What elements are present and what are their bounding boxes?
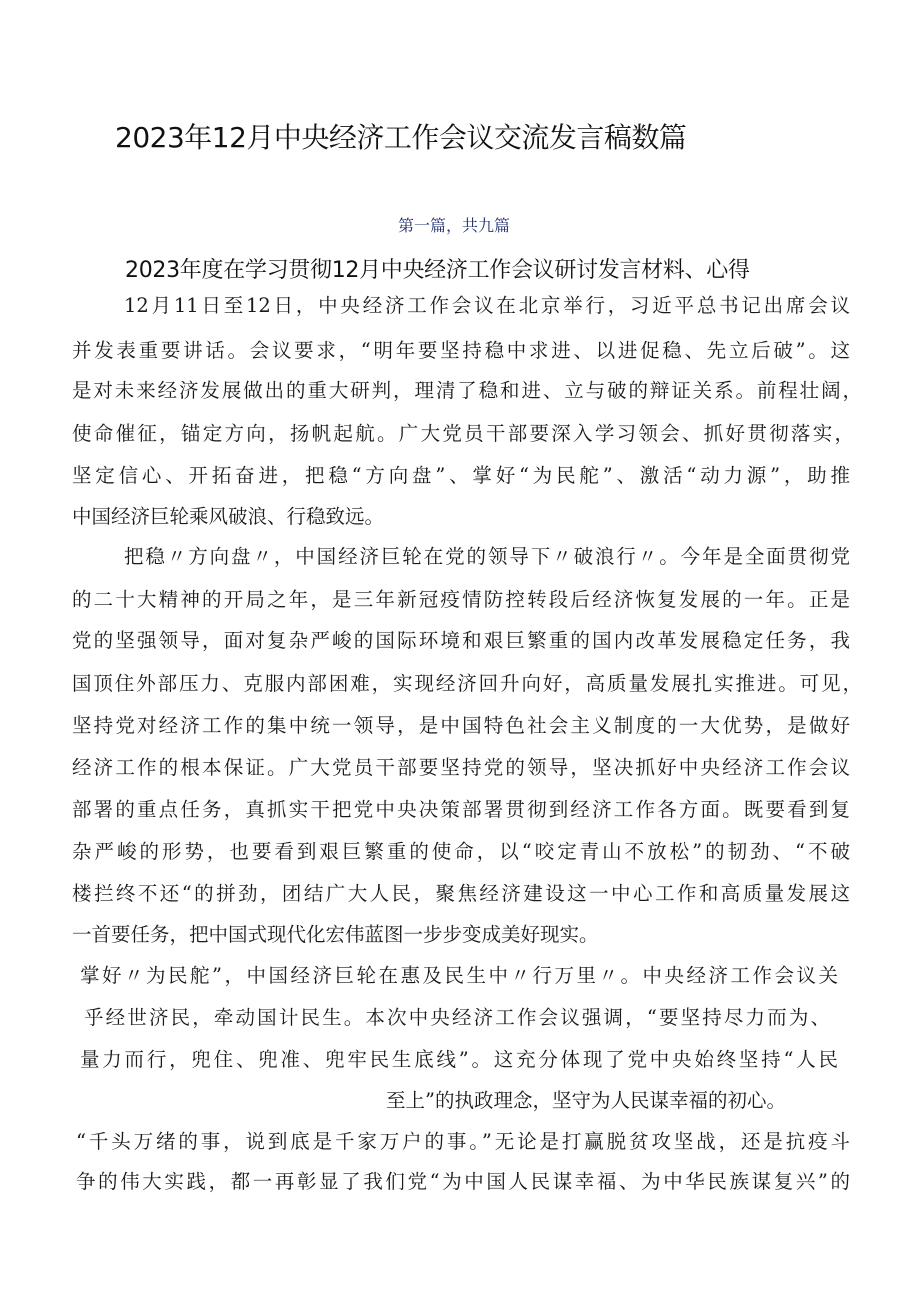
body-line: 杂严峻的形势，也要看到艰巨繁重的使命，以“咬定青山不放松”的韧劲、“不破 [72, 840, 850, 863]
body-line: 中国经济巨轮乘风破浪、行稳致远。 [72, 505, 385, 528]
body-line: 坚持党对经济工作的集中统一领导，是中国特色社会主义制度的一大优势，是做好 [72, 714, 850, 737]
body-line: 并发表重要讲话。会议要求，“明年要坚持稳中求进、以进促稳、先立后破”。这 [72, 339, 850, 362]
body-line: 把稳〃方向盘〃，中国经济巨轮在党的领导下〃破浪行〃。今年是全面贯彻党 [124, 545, 850, 568]
body-line: 一首要任务，把中国式现代化宏伟蓝图一步步变成美好现实。 [72, 923, 599, 946]
body-line: 楼拦终不还“的拼劲，团结广大人民，聚焦经济建设这一中心工作和高质量发展这 [72, 882, 850, 905]
body-line: 掌好〃为民舵”，中国经济巨轮在惠及民生中〃行万里〃。中央经济工作会议关 [80, 964, 838, 987]
body-line: 部署的重点任务，真抓实干把党中央决策部署贯彻到经济工作各方面。既要看到复 [72, 798, 850, 821]
document-title: 2023年12月中央经济工作会议交流发言稿数篇 [115, 121, 687, 154]
body-line: 的二十大精神的开局之年，是三年新冠疫情防控转段后经济恢复发展的一年。正是 [72, 588, 850, 611]
body-line: 乎经世济民，牵动国计民生。本次中央经济工作会议强调，“要坚持尽力而为、 [84, 1006, 830, 1029]
body-line: 12月11日至12日，中央经济工作会议在北京举行，习近平总书记出席会议 [124, 294, 850, 317]
section-label: 第一篇，共九篇 [398, 216, 511, 235]
body-line: 是对未来经济发展做出的重大研判，理清了稳和进、立与破的辩证关系。前程壮阔， [72, 379, 862, 402]
body-line: 至上”的执政理念，坚守为人民谋幸福的初心。 [386, 1089, 786, 1112]
body-line: 争的伟大实践，都一再彰显了我们党“为中国人民谋幸福、为中华民族谋复兴”的 [76, 1170, 850, 1193]
body-line: 国顶住外部压力、克服内部困难，实现经济回升向好，高质量发展扎实推进。可见， [72, 672, 862, 695]
body-line: 经济工作的根本保证。广大党员干部要坚持党的领导，坚决抓好中央经济工作会议 [72, 756, 850, 779]
body-line: 坚定信心、开拓奋进，把稳“方向盘”、掌好“为民舵”、激活“动力源”，助推 [72, 464, 850, 487]
body-line: 党的坚强领导，面对复杂严峻的国际环境和艰巨繁重的国内改革发展稳定任务，我 [72, 629, 850, 652]
body-line: 使命催征，锚定方向，扬帆起航。广大党员干部要深入学习领会、抓好贯彻落实， [72, 422, 854, 445]
body-line: “千头万绪的事，说到底是千家万户的事。”无论是打赢脱贫攻坚战，还是抗疫斗 [76, 1130, 850, 1153]
article-subtitle: 2023年度在学习贯彻12月中央经济工作会议研讨发言材料、心得 [125, 258, 750, 283]
body-line: 量力而行，兜住、兜准、兜牢民生底线”。这充分体现了党中央始终坚持“人民 [80, 1048, 838, 1071]
